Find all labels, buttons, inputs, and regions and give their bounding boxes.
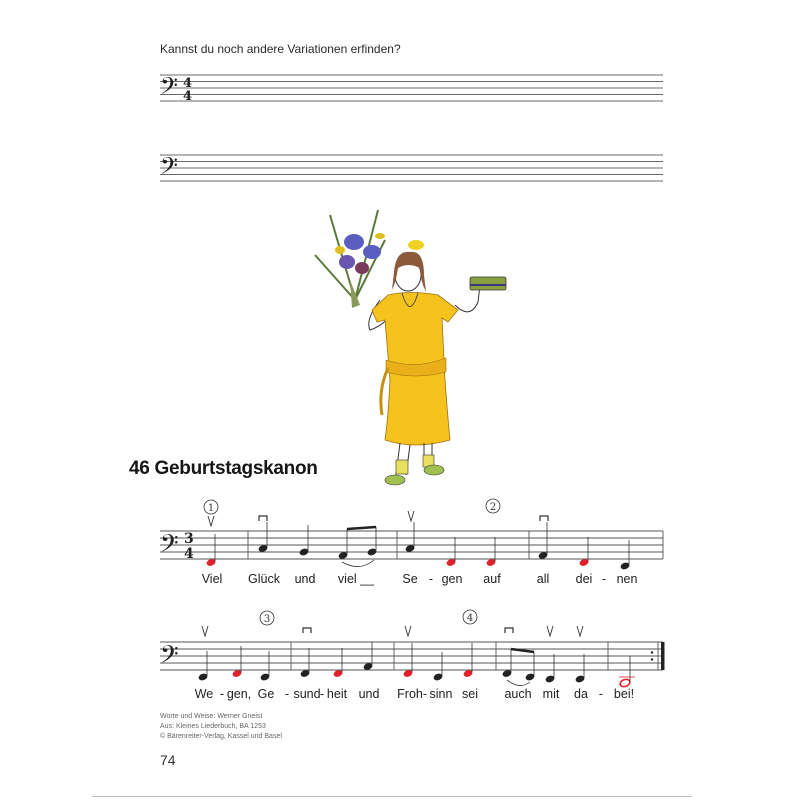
page-edge-divider	[92, 796, 692, 797]
bass-clef-icon	[160, 529, 179, 563]
lyric-syllable: Viel	[201, 572, 223, 586]
lyric-syllable: sei	[462, 687, 478, 701]
svg-text:3: 3	[184, 531, 194, 547]
canon-entry-4	[463, 610, 477, 624]
svg-text:𝄢: 𝄢	[160, 152, 179, 185]
lyric-syllable: sinn	[429, 687, 453, 701]
svg-text:4: 4	[183, 89, 193, 104]
gift-box-icon	[470, 277, 506, 290]
bass-clef-icon	[160, 640, 179, 674]
svg-text:2: 2	[489, 502, 497, 513]
lyric-syllable: auch	[504, 687, 532, 701]
bowing-marks-2	[202, 626, 583, 636]
canon-entry-2	[486, 499, 500, 513]
lyric-hyphen: -	[428, 572, 434, 586]
lyric-syllable: da	[574, 687, 588, 701]
song-title: 46 Geburtstagskanon	[129, 458, 318, 479]
song-staff-2	[160, 642, 663, 670]
svg-text:𝄢: 𝄢	[160, 529, 179, 563]
lyric-syllable: mit	[542, 687, 560, 701]
practice-staff-2	[160, 155, 663, 181]
lyric-syllable: Froh	[397, 687, 423, 701]
time-signature-3-4	[184, 531, 194, 562]
lyric-syllable: gen	[441, 572, 463, 586]
credit-words-and-music: Worte und Weise: Werner Gneist	[160, 713, 263, 720]
lyric-syllable: bei!	[613, 687, 635, 701]
lyric-hyphen: -	[422, 687, 428, 701]
bowing-marks-1	[208, 511, 548, 526]
page-number: 74	[160, 752, 176, 768]
lyric-syllable: nen	[616, 572, 638, 586]
svg-text:3: 3	[263, 614, 271, 625]
lyric-syllable: gen,	[226, 687, 252, 701]
practice-staff-1	[160, 75, 663, 101]
lyric-syllable: sund	[293, 687, 321, 701]
svg-text:𝄢: 𝄢	[160, 72, 179, 105]
lyric-hyphen: -	[219, 687, 225, 701]
variation-prompt: Kannst du noch andere Variationen erfinden?	[160, 42, 401, 56]
lyric-syllable: auf	[483, 572, 501, 586]
time-signature-4-4	[183, 76, 192, 104]
credit-publisher: © Bärenreiter-Verlag, Kassel und Basel	[160, 733, 282, 740]
canon-entry-1	[204, 500, 218, 514]
svg-text:4: 4	[184, 546, 194, 562]
lyric-hyphen: -	[601, 572, 607, 586]
lyric-hyphen: -	[319, 687, 325, 701]
canon-entry-3	[260, 611, 274, 625]
song-credits	[160, 712, 282, 742]
bass-clef-icon	[160, 152, 178, 185]
lyric-syllable: und	[294, 572, 316, 586]
lyric-syllable: heit	[326, 687, 348, 701]
lyric-syllable: viel __	[337, 572, 375, 586]
notes-line-1	[206, 522, 631, 571]
lyric-syllable: dei	[575, 572, 593, 586]
lyric-syllable: We	[194, 687, 214, 701]
flower-bouquet-icon	[315, 210, 385, 308]
svg-text:4: 4	[466, 613, 474, 624]
svg-text:4: 4	[183, 76, 193, 91]
bass-clef-icon	[160, 72, 178, 105]
lyric-syllable: Ge	[257, 687, 275, 701]
credit-source: Aus: Kleines Liederbuch, BA 1253	[160, 723, 266, 730]
lyric-syllable: und	[358, 687, 380, 701]
svg-text:𝄢: 𝄢	[160, 640, 179, 674]
lyric-hyphen: -	[598, 687, 604, 701]
song-staff-1	[160, 531, 663, 559]
svg-text:1: 1	[207, 503, 215, 514]
lyric-syllable: all	[536, 572, 550, 586]
lyric-syllable: Se	[402, 572, 418, 586]
lyric-hyphen: -	[284, 687, 290, 701]
lyric-syllable: Glück	[248, 572, 280, 586]
girl-illustration	[315, 210, 506, 485]
